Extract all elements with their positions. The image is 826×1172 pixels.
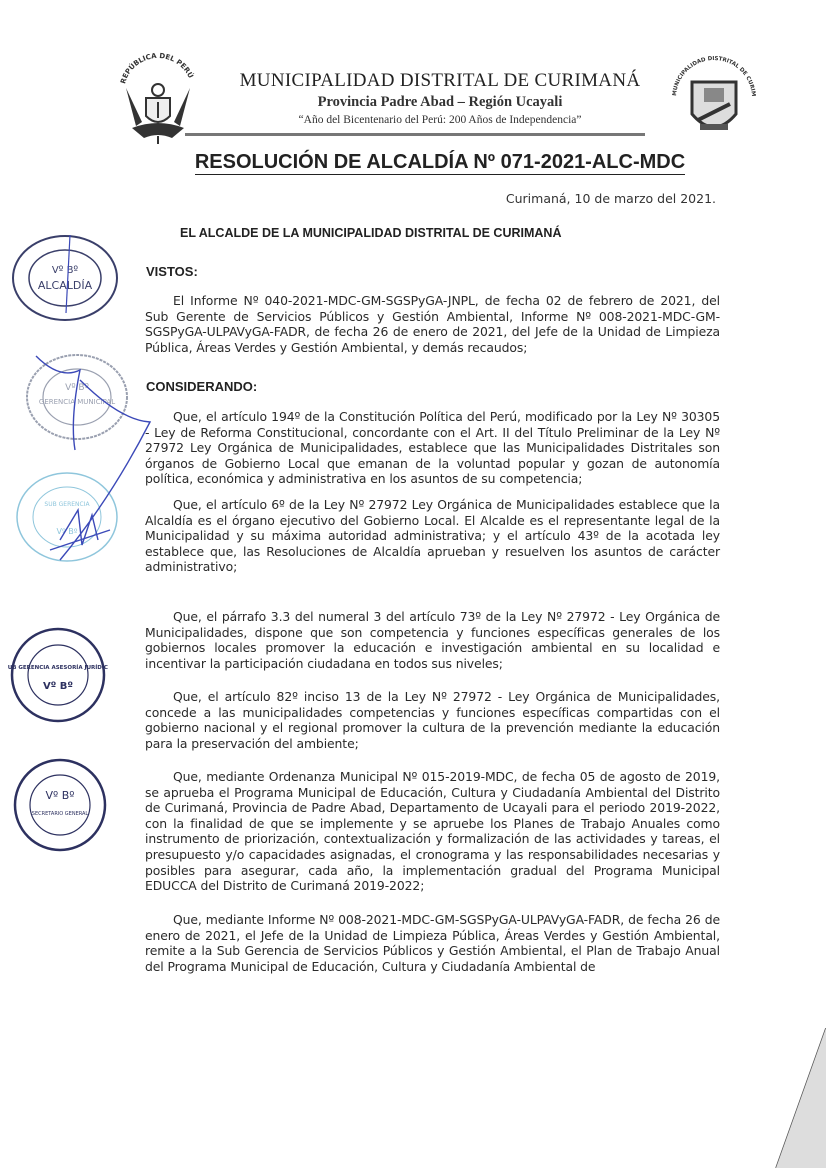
resolution-title-text: RESOLUCIÓN DE ALCALDÍA Nº 071-2021-ALC-MDC bbox=[194, 151, 686, 173]
resolution-title bbox=[160, 151, 720, 174]
considerando-paragraph: Que, el artículo 194º de la Constitución Política del Perú, modificado por la Ley Nº 30305 - Ley de Reforma Constitucional, concordante con el Art. II del Título Preliminar de la Ley Nº 27972 Ley Orgánica de Municipalidades, establece que las Municipalidades Distritales son órganos de Gobierno Local que emanan de la voluntad popular y gozan de autonomía política, económica y administrativa en los asuntos de su competencia; bbox=[145, 409, 720, 487]
stamp-secretario-label: SECRETARIO GENERAL bbox=[31, 811, 89, 817]
considerando-paragraph: Que, el artículo 6º de la Ley Nº 27972 Ley Orgánica de Municipalidades establece que la Alcaldía es el órgano ejecutivo del Gobierno Local. El Alcalde es el representante legal de la Municipalidad y su máxima autoridad administrativa; y el artículo 43º de la acotada ley establece que, las Resoluciones de Alcaldía aprueban y resuelven los asuntos de carácter administrativo; bbox=[145, 497, 720, 575]
stamp-alcaldia bbox=[10, 233, 120, 327]
considerando-paragraph: Que, mediante Informe Nº 008-2021-MDC-GM-SGSPyGA-ULPAVyGA-FADR, de fecha 26 de enero de 2021, el Jefe de la Unidad de Limpieza Pública, Áreas Verdes y Gestión Ambiental, remite a la Sub Gerencia de Servicios Públicos y Gestión Ambiental, el Plan de Trabajo Anual del Programa Municipal de Educación, Cultura y Ciudadanía Ambiental de bbox=[145, 912, 720, 974]
year-motto: “Año del Bicentenario del Perú: 200 Años de Independencia” bbox=[298, 114, 582, 126]
header-divider bbox=[185, 133, 645, 136]
considerando-paragraph: Que, mediante Ordenanza Municipal Nº 015-2019-MDC, de fecha 05 de agosto de 2019, se aprueba el Programa Municipal de Educación, Cultura y Ciudadanía Ambiental del Distrito de Curimaná, Provincia de Padre Abad, Departamento de Ucayali para el periodo 2019-2022, con la finalidad de que se implemente y se apruebe los Planes de Trabajo Anuales como instrumento de priorización, contextualización y formalización de las actividades y tareas, el presupuesto y/o capacidades asignadas, el cronograma y las responsabilidades necesarias y posibles para asegurar, cada año, la implementación gradual del Programa Municipal EDUCCA del Distrito de Curimaná 2019-2022; bbox=[145, 769, 720, 894]
svg-text:MUNICIPALIDAD DISTRITAL DE CUR: MUNICIPALIDAD DISTRITAL DE CURIM bbox=[671, 55, 757, 97]
considerando-heading: CONSIDERANDO: bbox=[146, 379, 258, 394]
stamp-asesoria-vb: Vº Bº bbox=[42, 681, 74, 692]
considerando-paragraph: Que, el artículo 82º inciso 13 de la Ley Nº 27972 - Ley Orgánica de Municipalidades, concede a las municipalidades competencias y funciones específicas compartidas con el gobierno nacional y el regional promover la cultura de la prevención mediante la educación para la preservación del ambiente; bbox=[145, 689, 720, 751]
stamp-gerencia-vb: Vº Bº bbox=[65, 383, 89, 393]
stamp-alcaldia-label: ALCALDÍA bbox=[37, 279, 93, 292]
stamp-sub-gerencia-vb: Vº Bº bbox=[56, 527, 78, 536]
stamp-alcaldia-vb: Vº Bº bbox=[51, 265, 79, 276]
stamp-secretario-vb: Vº Bº bbox=[45, 789, 75, 802]
institution-name: MUNICIPALIDAD DISTRITAL DE CURIMANÁ bbox=[239, 70, 641, 91]
stamp-secretario-general bbox=[10, 755, 110, 859]
issuing-authority: EL ALCALDE DE LA MUNICIPALIDAD DISTRITAL DE CURIMANÁ bbox=[180, 226, 562, 240]
vistos-heading: VISTOS: bbox=[146, 264, 198, 279]
considerando-paragraph: Que, el párrafo 3.3 del numeral 3 del artículo 73º de la Ley Nº 27972 - Ley Orgánica de Municipalidades, dispone que son competencia y funciones específicas generales de los gobiernos locales promover la educación e investigación ambiental en su localidad e incentivar la participación ciudadana en todos sus niveles; bbox=[145, 609, 720, 671]
municipal-seal-logo bbox=[668, 52, 760, 144]
stamp-asesoria-juridica bbox=[8, 625, 108, 729]
stamp-asesoria-label: SUB GERENCIA ASESORÍA JURÍDICA bbox=[8, 665, 108, 671]
stamp-gerencia-label: GERENCIA MUNICIPAL bbox=[38, 398, 116, 406]
signature bbox=[20, 340, 160, 584]
peru-coat-of-arms-logo bbox=[112, 52, 204, 144]
stamp-sub-gerencia-label: SUB GERENCIA bbox=[44, 501, 90, 508]
province-region: Provincia Padre Abad – Región Ucayali bbox=[317, 94, 563, 110]
place-date: Curimaná, 10 de marzo del 2021. bbox=[505, 191, 716, 206]
svg-text:REPÚBLICA DEL PERÚ: REPÚBLICA DEL PERÚ bbox=[119, 52, 195, 85]
page-corner-fold bbox=[766, 1028, 826, 1168]
vistos-paragraph: El Informe Nº 040-2021-MDC-GM-SGSPyGA-JNPL, de fecha 02 de febrero de 2021, del Sub Gerente de Servicios Públicos y Gestión Ambiental, Informe Nº 008-2021-MDC-GM-SGSPyGA-ULPAVyGA-FADR, de fecha 26 de enero de 2021, del Jefe de la Unidad de Limpieza Pública, Áreas Verdes y Gestión Ambiental, y demás recaudos; bbox=[145, 293, 720, 355]
